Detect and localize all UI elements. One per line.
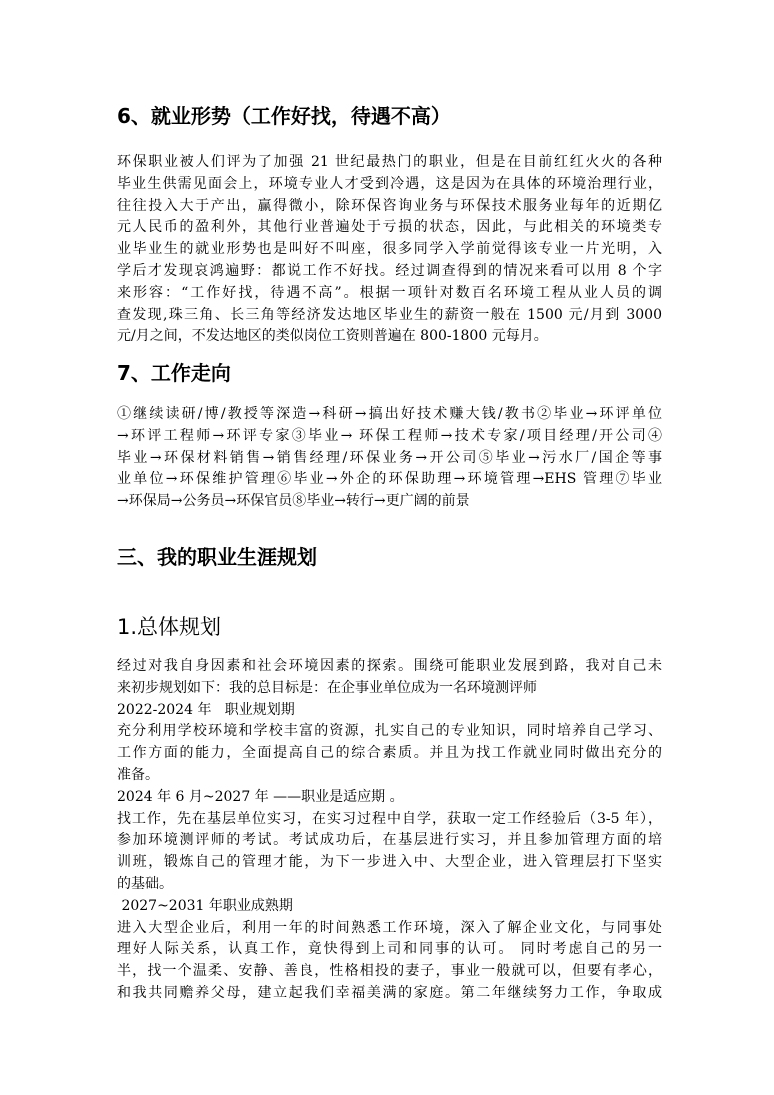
text-line: 往往投入大于产出，赢得微小，除环保咨询业务与环保技术服务业每年的近期亿 bbox=[117, 197, 662, 214]
text-line: →环评工程师→环评专家③毕业→ 环保工程师→技术专家/项目经理/开公司④ bbox=[117, 427, 662, 444]
text-line: 训班，锻炼自己的管理才能，为下一步进入中、大型企业，进入管理层打下坚实 bbox=[117, 854, 662, 871]
text-line: 半，找一个温柔、安静、善良，性格相投的妻子，事业一般就可以，但要有孝心， bbox=[117, 963, 662, 980]
overall-plan-heading: 1.总体规划 bbox=[117, 615, 222, 639]
text-line: 工作方面的能力，全面提高自己的综合素质。并且为找工作就业同时做出充分的 bbox=[117, 745, 662, 762]
text-line: 环保职业被人们评为了加强 21 世纪最热门的职业，但是在目前红红火火的各种 bbox=[117, 154, 662, 170]
text-line: →环保局→公务员→环保官员⑧毕业→转行→更广阔的前景 bbox=[117, 493, 470, 510]
text-line: 元/月之间，不发达地区的类似岗位工资则普遍在 800-1800 元每月。 bbox=[117, 328, 548, 345]
text-line: 毕业生供需见面会上，环境专业人才受到冷遇，这是因为在具体的环境治理行业， bbox=[117, 175, 662, 192]
section-6-paragraph bbox=[117, 152, 662, 348]
text-line: 来形容：“工作好找，待遇不高”。根据一项针对数百名环境工程从业人员的调 bbox=[117, 284, 662, 301]
text-line: 查发现,珠三角、长三角等经济发达地区毕业生的薪资一般在 1500 元/月到 3000 bbox=[117, 306, 662, 323]
section-7-paragraph bbox=[117, 404, 662, 513]
text-line: 来初步规划如下：我的总目标是：在企事业单位成为一名环境测评师 bbox=[117, 679, 537, 696]
text-line: 进入大型企业后，利用一年的时间熟悉工作环境，深入了解企业文化，与同事处 bbox=[117, 919, 662, 936]
text-line: ①继续读研/博/教授等深造→科研→搞出好技术赚大钱/教书②毕业→环评单位 bbox=[117, 406, 662, 422]
text-line: 毕业→环保材料销售→销售经理/环保业务→开公司⑤毕业→污水厂/国企等事 bbox=[117, 449, 662, 466]
text-line: 准备。 bbox=[117, 766, 159, 783]
text-line: 2022-2024 年 职业规划期 bbox=[117, 701, 295, 718]
text-line: 业毕业生的就业形势也是叫好不叫座，很多同学入学前觉得该专业一片光明，入 bbox=[117, 241, 662, 258]
text-line: 找工作，先在基层单位实习，在实习过程中自学，获取一定工作经验后（3-5 年）， bbox=[117, 810, 662, 827]
section-7-heading: 7、工作走向 bbox=[117, 361, 231, 385]
overall-plan-paragraph bbox=[117, 656, 662, 1005]
text-line: 学后才发现哀鸿遍野：都说工作不好找。经过调查得到的情况来看可以用 8 个字 bbox=[117, 262, 662, 279]
text-line: 的基础。 bbox=[117, 875, 173, 892]
text-line: 经过对我自身因素和社会环境因素的探索。围绕可能职业发展到路，我对自己未 bbox=[117, 658, 662, 674]
text-line: 充分利用学校环境和学校丰富的资源，扎实自己的专业知识，同时培养自己学习、 bbox=[117, 723, 662, 740]
section-6-heading: 6、就业形势（工作好找，待遇不高） bbox=[117, 104, 451, 128]
text-line: 理好人际关系，认真工作，竟快得到上司和同事的认可。 同时考虑自己的另一 bbox=[117, 941, 662, 958]
text-line: 2027~2031 年职业成熟期 bbox=[117, 897, 293, 914]
section-3-heading: 三、我的职业生涯规划 bbox=[117, 545, 317, 569]
text-line: 元人民币的盈利外，其他行业普遍处于亏损的状态，因此，与此相关的环境类专 bbox=[117, 219, 662, 236]
text-line: 业单位→环保维护管理⑥毕业→外企的环保助理→环境管理→EHS 管理⑦毕业 bbox=[117, 471, 662, 488]
text-line: 参加环境测评师的考试。考试成功后，在基层进行实习，并且参加管理方面的培 bbox=[117, 832, 662, 849]
text-line: 和我共同赡养父母，建立起我们幸福美满的家庭。第二年继续努力工作，争取成 bbox=[117, 984, 662, 1001]
text-line: 2024 年 6 月~2027 年 ——职业是适应期 。 bbox=[117, 788, 404, 805]
